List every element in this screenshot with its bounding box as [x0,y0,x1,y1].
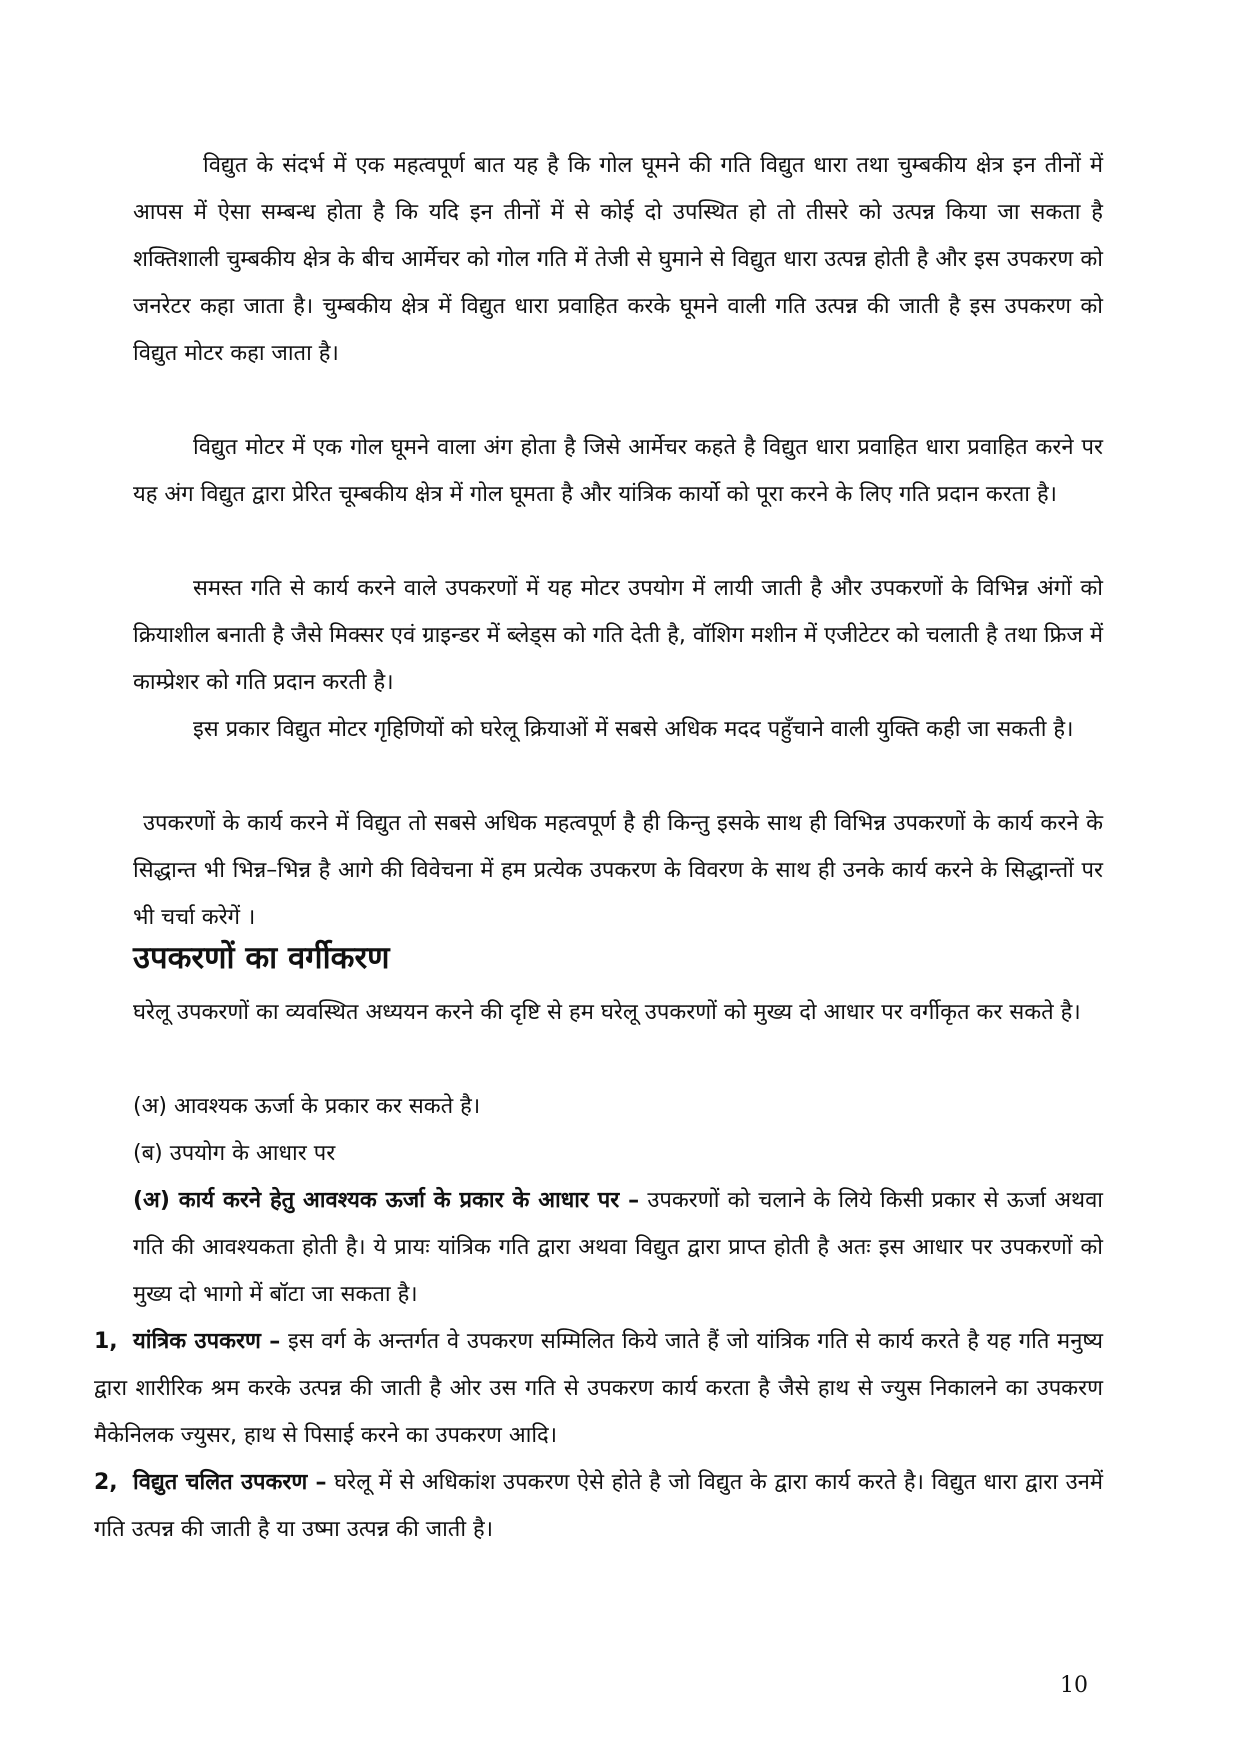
paragraph-5: उपकरणों के कार्य करने में विद्युत तो सबसे अधिक महत्वपूर्ण है ही किन्तु इसके साथ ही विभिन्न उपकरणों के कार्य करने के सिद्धान्त भी भिन्न–भिन्न है आगे की विवेचना में हम प्रत्येक उपकरण के विवरण के साथ ही उनके कार्य करने के सिद्धान्तों पर भी चर्चा करेगें । [133,811,1103,930]
option-b: (ब) उपयोग के आधार पर [133,1141,336,1166]
paragraph-4: इस प्रकार विद्युत मोटर गृहिणियों को घरेलू क्रियाओं में सबसे अधिक मदद पहुँचाने वाली युक्ति कही जा सकती है। [193,717,1074,742]
paragraph-1: विद्युत के संदर्भ में एक महत्वपूर्ण बात यह है कि गोल घूमने की गति विद्युत धारा तथा चुम्बकीय क्षेत्र इन तीनों में आपस में ऐसा सम्बन्ध होता है कि यदि इन तीनों में से कोई दो उपस्थित हो तो तीसरे को उत्पन्न किया जा सकता है शक्तिशाली चुम्बकीय क्षेत्र के बीच आर्मेचर को गोल गति में तेजी से घुमाने से विद्युत धारा उत्पन्न होती है और इस उपकरण को जनरेटर कहा जाता है। चुम्बकीय क्षेत्र में विद्युत धारा प्रवाहित करके घूमने वाली गति उत्पन्न की जाती है इस उपकरण को विद्युत मोटर कहा जाता है। [133,153,1103,366]
paragraph-2: विद्युत मोटर में एक गोल घूमने वाला अंग होता है जिसे आर्मेचर कहते है विद्युत धारा प्रवाहित धारा प्रवाहित करने पर यह अंग विद्युत द्वारा प्रेरित चूम्बकीय क्षेत्र में गोल घूमता है और यांत्रिक कार्यो को पूरा करने के लिए गति प्रदान करता है। [133,435,1103,507]
list-item-2 [94,1459,1103,1553]
sub-section-a-title: (अ) कार्य करने हेतु आवश्यक ऊर्जा के प्रकार के आधार पर – [133,1188,640,1213]
sub-section-a [133,1177,1103,1318]
list-item-number: 1, [94,1329,118,1354]
paragraph-3: समस्त गति से कार्य करने वाले उपकरणों में यह मोटर उपयोग में लायी जाती है और उपकरणों के विभिन्न अंगों को क्रियाशील बनाती है जैसे मिक्सर एवं ग्राइन्डर में ब्लेड्स को गति देती है, वॉशिग मशीन में एजीटेटर को चलाती है तथा फ्रिज में काम्प्रेशर को गति प्रदान करती है। [133,576,1103,695]
list-item-text: घरेलू में से अधिकांश उपकरण ऐसे होते है जो विद्युत के द्वारा कार्य करते है। विद्युत धारा द्वारा उनमें गति उत्पन्न की जाती है या उष्मा उत्पन्न की जाती है। [94,1470,1103,1542]
section-heading: उपकरणों का वर्गीकरण [133,940,390,976]
list-item-1 [94,1318,1103,1459]
list-item-title: विद्युत चलित उपकरण – [133,1470,327,1495]
list-item-number: 2, [94,1470,118,1495]
list-item-title: यांत्रिक उपकरण – [133,1329,281,1354]
section-intro: घरेलू उपकरणों का व्यवस्थित अध्ययन करने की दृष्टि से हम घरेलू उपकरणों को मुख्य दो आधार पर वर्गीकृत कर सकते है। [133,1000,1081,1025]
page-number: 10 [1060,1673,1088,1698]
list-item-text: इस वर्ग के अन्तर्गत वे उपकरण सम्मिलित किये जाते हैं जो यांत्रिक गति से कार्य करते है यह गति मनुष्य द्वारा शारीरिक श्रम करके उत्पन्न की जाती है ओर उस गति से उपकरण कार्य करता है जैसे हाथ से ज्युस निकालने का उपकरण मैकेनिलक ज्युसर, हाथ से पिसाई करने का उपकरण आदि। [94,1329,1103,1448]
sub-section-a-text: उपकरणों को चलाने के लिये किसी प्रकार से ऊर्जा अथवा गति की आवश्यकता होती है। ये प्रायः यांत्रिक गति द्वारा अथवा विद्युत द्वारा प्राप्त होती है अतः इस आधार पर उपकरणों को मुख्य दो भागो में बॉटा जा सकता है। [133,1188,1103,1307]
option-a: (अ) आवश्यक ऊर्जा के प्रकार कर सकते है। [133,1094,481,1119]
